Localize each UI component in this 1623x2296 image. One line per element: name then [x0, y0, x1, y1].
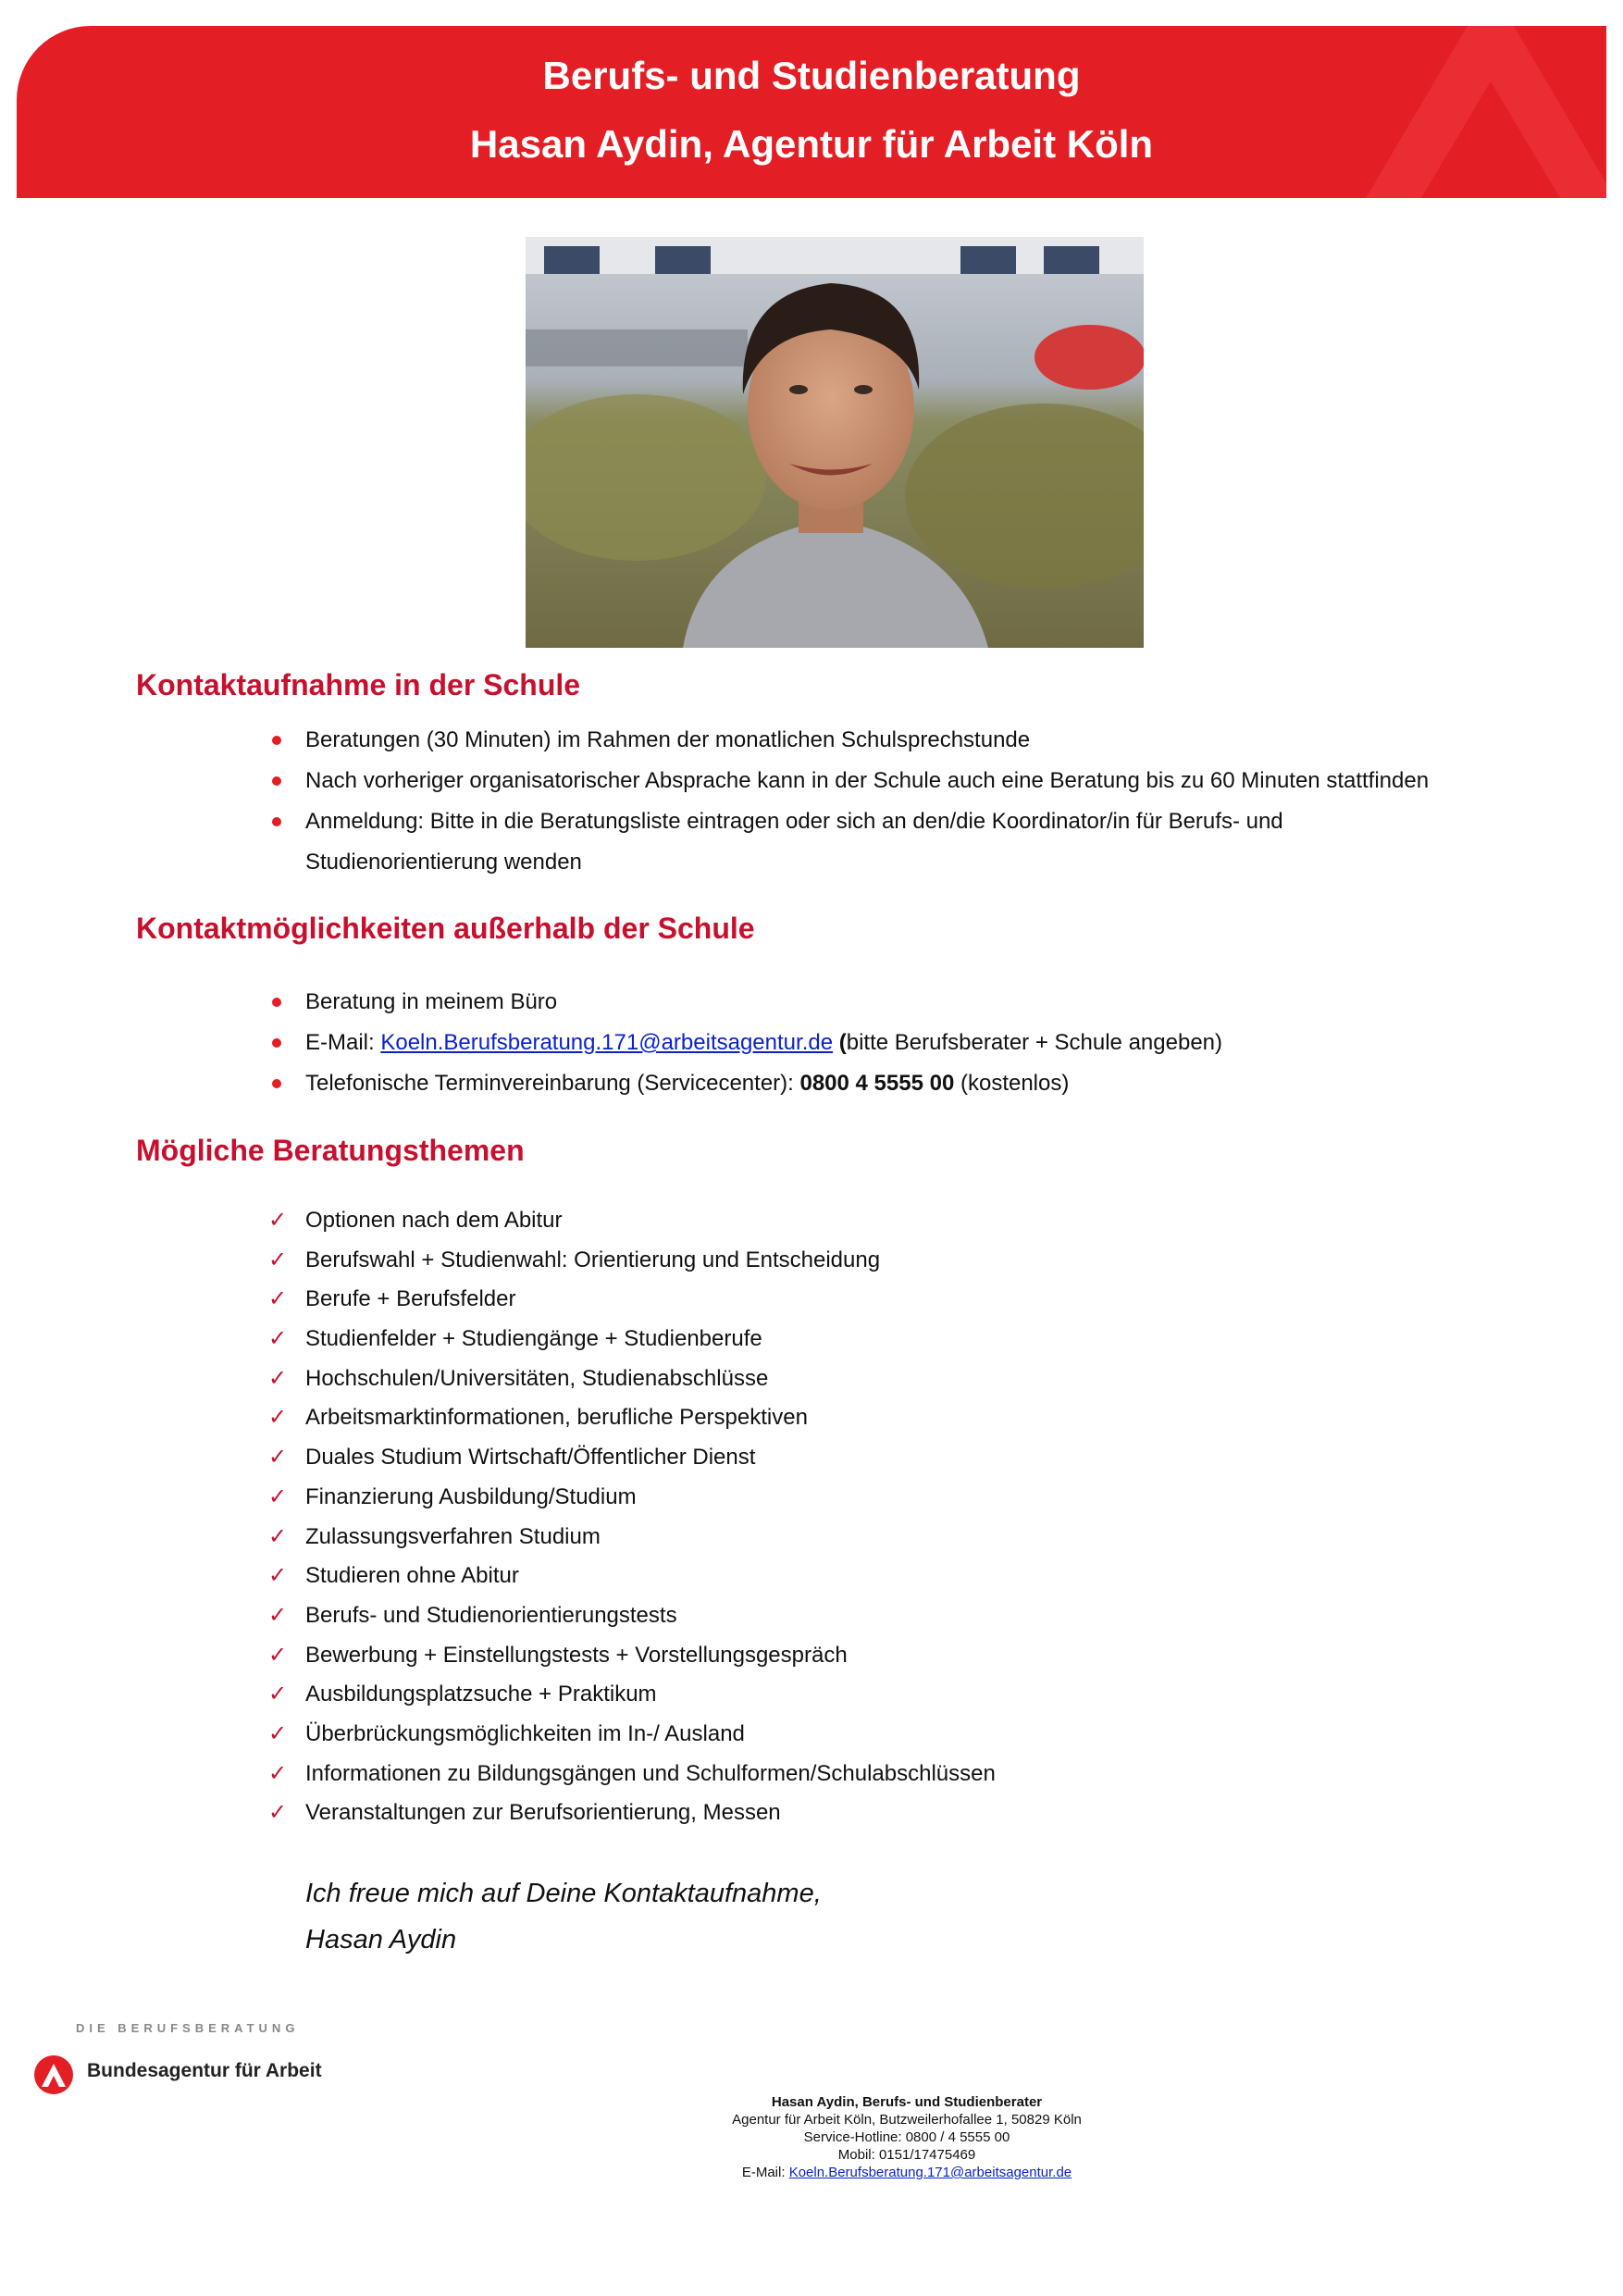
agency-logo-watermark: [1329, 26, 1606, 198]
list-item: ✓ Berufs- und Studienorientierungstests: [305, 1596, 996, 1636]
footer-address: Agentur für Arbeit Köln, Butzweilerhofallee 1, 50829 Köln: [732, 2112, 1082, 2128]
list-item: ✓ Studieren ohne Abitur: [305, 1557, 996, 1596]
bullet-icon: [272, 776, 281, 786]
list-item: E-Mail: Koeln.Berufsberatung.171@arbeitsagentur.de (bitte Berufsberater + Schule angeben): [305, 1023, 1222, 1063]
list-item: ✓ Berufe + Berufsfelder: [305, 1280, 996, 1320]
footer-name: Hasan Aydin, Berufs- und Studienberater: [771, 2094, 1043, 2110]
portrait-photo: [526, 237, 1144, 648]
bullet-icon: [272, 1079, 281, 1088]
check-icon: ✓: [268, 1326, 288, 1352]
heading-outside-contact: Kontaktmöglichkeiten außerhalb der Schule: [136, 912, 755, 945]
list-item: ✓ Finanzierung Ausbildung/Studium: [305, 1478, 996, 1518]
closing-greeting: Ich freue mich auf Deine Kontaktaufnahme,: [305, 1879, 822, 1908]
check-icon: ✓: [268, 1405, 288, 1431]
check-icon: ✓: [268, 1760, 288, 1786]
check-icon: ✓: [268, 1682, 288, 1707]
list-item: ✓ Studienfelder + Studiengänge + Studienberufe: [305, 1320, 996, 1359]
list-item: ✓ Arbeitsmarktinformationen, berufliche Perspektiven: [305, 1398, 996, 1438]
list-item: Beratung in meinem Büro: [305, 982, 1222, 1023]
bullet-icon: [272, 998, 281, 1007]
footer-tagline: DIE BERUFSBERATUNG: [76, 2021, 300, 2035]
footer-mobile: Mobil: 0151/17475469: [837, 2147, 976, 2163]
service-phone: 0800 4 5555 00: [799, 1071, 955, 1096]
check-icon: ✓: [268, 1720, 288, 1746]
outside-contact-list: [305, 982, 1222, 1104]
page-title: Berufs- und Studienberatung: [542, 54, 1081, 97]
footer-email-line: E-Mail: Koeln.Berufsberatung.171@arbeitsagentur.de: [741, 2165, 1072, 2180]
header-banner: [17, 26, 1606, 198]
check-icon: ✓: [268, 1286, 288, 1312]
check-icon: ✓: [268, 1602, 288, 1628]
email-link[interactable]: Koeln.Berufsberatung.171@arbeitsagentur.de: [380, 1030, 834, 1055]
footer-org-name: Bundesagentur für Arbeit: [87, 2060, 322, 2081]
footer-email-link[interactable]: Koeln.Berufsberatung.171@arbeitsagentur.de: [788, 2165, 1072, 2180]
bundesagentur-logo-icon: [33, 2054, 74, 2095]
list-item: ✓ Bewerbung + Einstellungstests + Vorstellungsgespräch: [305, 1636, 996, 1676]
heading-school-contact: Kontaktaufnahme in der Schule: [136, 668, 581, 701]
list-item: ✓ Veranstaltungen zur Berufsorientierung, Messen: [305, 1793, 996, 1833]
closing-signature: Hasan Aydin: [305, 1925, 457, 1955]
list-item: ✓ Berufswahl + Studienwahl: Orientierung und Entscheidung: [305, 1241, 996, 1281]
topics-list: [268, 1201, 996, 1833]
check-icon: ✓: [268, 1208, 288, 1233]
check-icon: ✓: [268, 1642, 288, 1668]
list-item: Anmeldung: Bitte in die Beratungsliste eintragen oder sich an den/die Koordinator/in für Berufs- und Studienorientierung wenden: [305, 801, 1471, 883]
check-icon: ✓: [268, 1483, 288, 1509]
list-item: ✓ Ausbildungsplatzsuche + Praktikum: [305, 1675, 996, 1715]
check-icon: ✓: [268, 1523, 288, 1549]
list-item: Beratungen (30 Minuten) im Rahmen der monatlichen Schulsprechstunde: [305, 720, 1471, 761]
heading-topics: Mögliche Beratungsthemen: [136, 1134, 525, 1167]
school-contact-list: [305, 720, 1471, 883]
list-item: Nach vorheriger organisatorischer Absprache kann in der Schule auch eine Beratung bis zu 60 Minuten stattfinden: [305, 761, 1471, 801]
check-icon: ✓: [268, 1445, 288, 1471]
footer-contact: [629, 2093, 1184, 2181]
list-item: ✓ Duales Studium Wirtschaft/Öffentlicher Dienst: [305, 1438, 996, 1478]
list-item: ✓ Informationen zu Bildungsgängen und Schulformen/Schulabschlüssen: [305, 1755, 996, 1794]
bullet-icon: [272, 736, 281, 745]
list-item: ✓ Hochschulen/Universitäten, Studienabschlüsse: [305, 1359, 996, 1399]
list-item: ✓ Überbrückungsmöglichkeiten im In-/ Ausland: [305, 1715, 996, 1755]
list-item: Telefonische Terminvereinbarung (Servicecenter): 0800 4 5555 00 (kostenlos): [305, 1063, 1222, 1104]
check-icon: ✓: [268, 1563, 288, 1589]
bullet-icon: [272, 1038, 281, 1048]
check-icon: ✓: [268, 1365, 288, 1391]
check-icon: ✓: [268, 1800, 288, 1826]
list-item: ✓ Zulassungsverfahren Studium: [305, 1518, 996, 1558]
list-item: ✓ Optionen nach dem Abitur: [305, 1201, 996, 1241]
bullet-icon: [272, 817, 281, 826]
page-subtitle: Hasan Aydin, Agentur für Arbeit Köln: [469, 122, 1154, 166]
footer-hotline: Service-Hotline: 0800 / 4 5555 00: [803, 2129, 1010, 2145]
check-icon: ✓: [268, 1247, 288, 1272]
